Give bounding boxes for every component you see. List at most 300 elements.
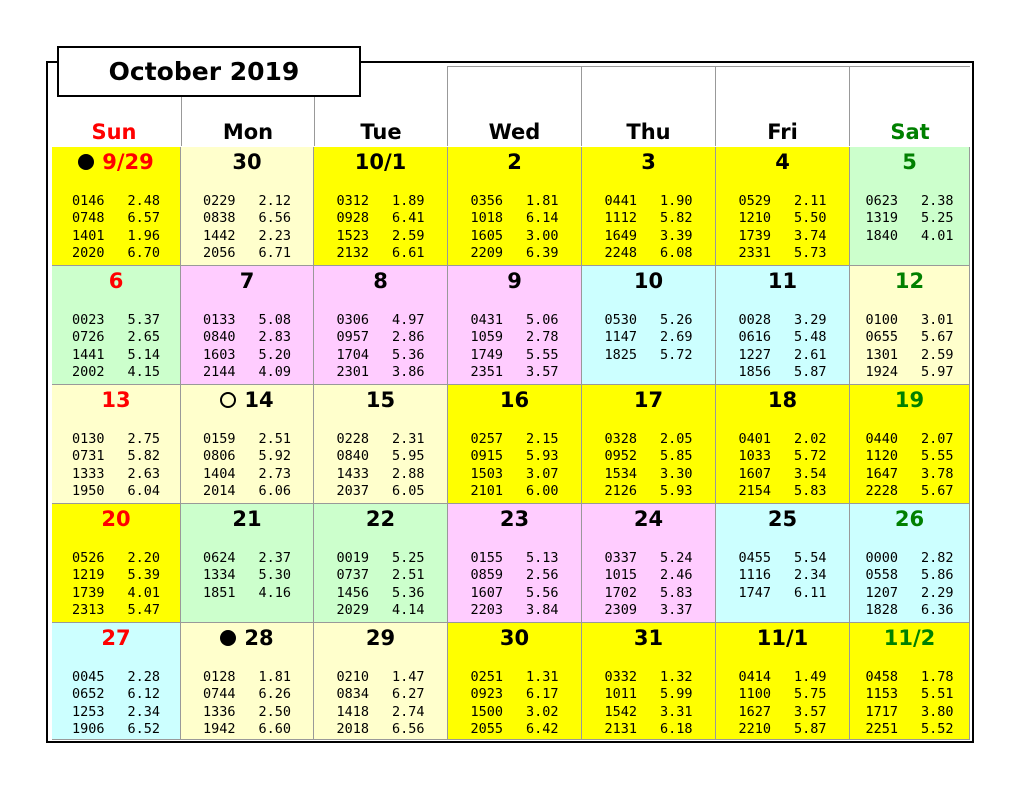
tide-height: 5.47: [127, 601, 160, 618]
tide-row: [716, 567, 849, 584]
tide-time: 1840: [865, 227, 899, 244]
tide-height: 2.34: [127, 703, 160, 720]
tide-time: 2126: [604, 482, 638, 499]
tide-list: [448, 669, 581, 738]
tide-row: [582, 193, 715, 210]
tide-row: [448, 210, 581, 227]
tide-time: 1015: [604, 567, 638, 584]
tide-height: 2.59: [920, 346, 954, 363]
tide-row: [52, 347, 180, 364]
tide-height: 2.37: [258, 550, 291, 566]
day-number: [181, 268, 313, 294]
tide-list: [314, 193, 447, 262]
day-number: [52, 268, 180, 294]
tide-time: 1219: [72, 567, 105, 584]
day-cell: [850, 623, 970, 740]
tide-height: 3.07: [525, 465, 559, 482]
tide-height: 6.08: [659, 244, 693, 261]
tide-height: 2.59: [391, 227, 425, 244]
tide-time: 2132: [336, 244, 370, 261]
tide-row: [582, 483, 715, 500]
tide-height: 3.74: [793, 227, 827, 244]
tide-row: [314, 312, 447, 329]
tide-time: 0840: [203, 329, 236, 346]
day-number: [448, 625, 581, 651]
tide-height: 6.60: [258, 720, 291, 737]
tide-time: 1607: [470, 584, 504, 601]
tide-row: [582, 602, 715, 619]
tide-row: [582, 567, 715, 584]
tide-time: 1924: [865, 363, 899, 380]
tide-height: 2.15: [525, 431, 559, 447]
tide-height: 6.17: [525, 686, 559, 703]
day-label: 17: [633, 388, 664, 412]
tide-height: 3.30: [659, 465, 693, 482]
day-number: [716, 268, 849, 294]
tide-row: [448, 312, 581, 329]
tide-time: 1253: [72, 703, 105, 720]
day-cell: [314, 504, 448, 623]
tide-row: [448, 193, 581, 210]
tide-time: 1153: [865, 686, 899, 703]
tide-time: 0045: [72, 669, 105, 685]
tide-height: 3.84: [525, 601, 559, 618]
tide-time: 0155: [470, 550, 504, 566]
weekday-label: Fri: [767, 120, 798, 144]
tide-row: [314, 329, 447, 346]
tide-height: 2.69: [659, 329, 693, 346]
tide-height: 6.18: [659, 720, 693, 737]
day-label: 21: [232, 507, 262, 531]
tide-height: 3.80: [920, 703, 954, 720]
tide-height: 2.38: [920, 193, 954, 209]
tide-height: 2.82: [920, 550, 954, 566]
tide-list: [582, 193, 715, 262]
tide-height: 6.42: [525, 720, 559, 737]
tide-row: [181, 364, 313, 381]
tide-row: [716, 466, 849, 483]
tide-height: 3.57: [793, 703, 827, 720]
tide-height: 1.96: [127, 227, 160, 244]
day-number: [850, 506, 969, 532]
day-label: 20: [101, 507, 131, 531]
tide-height: 5.55: [920, 448, 954, 465]
tide-row: [314, 364, 447, 381]
tide-time: 1503: [470, 465, 504, 482]
day-cell: [314, 385, 448, 504]
tide-list: [448, 312, 581, 381]
day-cell: [448, 623, 582, 740]
tide-time: 1607: [738, 465, 772, 482]
tide-row: [181, 210, 313, 227]
tide-time: 0744: [203, 686, 236, 703]
day-label: 13: [101, 388, 131, 412]
tide-height: 2.83: [258, 329, 291, 346]
tide-time: 1739: [738, 227, 772, 244]
tide-row: [52, 567, 180, 584]
day-label: 23: [499, 507, 530, 531]
day-cell: [52, 504, 181, 623]
day-number: [582, 149, 715, 175]
day-label: 30: [499, 626, 530, 650]
tide-height: 5.83: [793, 482, 827, 499]
tide-row: [448, 602, 581, 619]
day-label: 9/29: [102, 150, 154, 174]
full-moon-icon: [220, 392, 236, 408]
tide-height: 6.52: [127, 720, 160, 737]
tide-row: [582, 585, 715, 602]
weekday-label: Tue: [360, 120, 402, 144]
tide-row: [716, 210, 849, 227]
tide-height: 1.81: [525, 193, 559, 209]
day-cell: [52, 266, 181, 385]
tide-list: [850, 669, 969, 738]
tide-time: 2228: [865, 482, 899, 499]
day-cell: [448, 385, 582, 504]
tide-height: 2.51: [258, 431, 291, 447]
tide-list: [181, 193, 313, 262]
tide-row: [181, 686, 313, 703]
tide-time: 1401: [72, 227, 105, 244]
tide-height: 3.57: [525, 363, 559, 380]
tide-time: 1319: [865, 210, 899, 227]
tide-row: [448, 431, 581, 448]
month-title-box: [57, 46, 361, 97]
tide-height: 3.02: [525, 703, 559, 720]
tide-height: 6.27: [391, 686, 425, 703]
tide-time: 1542: [604, 703, 638, 720]
tide-list: [448, 550, 581, 619]
tide-height: 2.28: [127, 669, 160, 685]
tide-row: [716, 585, 849, 602]
tide-time: 0529: [738, 193, 772, 209]
tide-row: [181, 347, 313, 364]
tide-time: 0859: [470, 567, 504, 584]
tide-height: 2.51: [391, 567, 425, 584]
tide-row: [181, 483, 313, 500]
tide-height: 4.14: [391, 601, 425, 618]
day-cell: [181, 266, 314, 385]
tide-time: 1649: [604, 227, 638, 244]
tide-height: 5.37: [127, 312, 160, 328]
tide-height: 4.16: [258, 584, 291, 601]
tide-time: 1627: [738, 703, 772, 720]
tide-height: 2.78: [525, 329, 559, 346]
tide-row: [850, 466, 969, 483]
tide-row: [314, 483, 447, 500]
tide-height: 4.01: [920, 227, 954, 244]
day-label: 30: [232, 150, 262, 174]
tide-height: 5.85: [659, 448, 693, 465]
tide-height: 3.86: [391, 363, 425, 380]
tide-row: [181, 245, 313, 262]
tide-row: [448, 567, 581, 584]
tide-time: 0652: [72, 686, 105, 703]
tide-list: [448, 431, 581, 500]
tide-time: 0229: [203, 193, 236, 209]
tide-row: [582, 721, 715, 738]
tide-height: 5.87: [793, 363, 827, 380]
tide-row: [181, 466, 313, 483]
tide-height: 5.95: [391, 448, 425, 465]
tide-list: [314, 312, 447, 381]
tide-row: [448, 686, 581, 703]
tide-time: 0312: [336, 193, 370, 209]
tide-list: [314, 669, 447, 738]
day-number: [448, 149, 581, 175]
day-number: [52, 149, 180, 175]
tide-row: [52, 686, 180, 703]
tide-row: [850, 550, 969, 567]
tide-height: 6.11: [793, 584, 827, 601]
tide-time: 1605: [470, 227, 504, 244]
tide-height: 5.54: [793, 550, 827, 566]
tide-height: 1.90: [659, 193, 693, 209]
tide-time: 1116: [738, 567, 772, 584]
tide-height: 5.13: [525, 550, 559, 566]
tide-height: 1.49: [793, 669, 827, 685]
tide-time: 1942: [203, 720, 236, 737]
tide-list: [181, 431, 313, 500]
calendar-grid: [52, 147, 970, 740]
tide-row: [850, 312, 969, 329]
tide-row: [52, 483, 180, 500]
day-number: [716, 625, 849, 651]
tide-row: [716, 483, 849, 500]
tide-row: [582, 431, 715, 448]
new-moon-icon: [220, 630, 236, 646]
tide-row: [582, 312, 715, 329]
tide-row: [582, 550, 715, 567]
tide-row: [314, 210, 447, 227]
tide-row: [850, 210, 969, 227]
weekday-label: Wed: [488, 120, 541, 144]
tide-row: [314, 704, 447, 721]
tide-time: 0337: [604, 550, 638, 566]
day-label: 14: [244, 388, 274, 412]
tide-height: 2.65: [127, 329, 160, 346]
day-cell: [716, 147, 850, 266]
tide-height: 2.34: [793, 567, 827, 584]
tide-row: [52, 431, 180, 448]
tide-height: 5.30: [258, 567, 291, 584]
day-label: 9: [507, 269, 522, 293]
tide-height: 6.56: [391, 720, 425, 737]
tide-height: 5.36: [391, 584, 425, 601]
tide-height: 2.46: [659, 567, 693, 584]
day-cell: [52, 385, 181, 504]
day-label: 6: [108, 269, 124, 293]
day-cell: [448, 504, 582, 623]
tide-time: 0414: [738, 669, 772, 685]
tide-height: 5.87: [793, 720, 827, 737]
day-cell: [582, 147, 716, 266]
tide-row: [314, 228, 447, 245]
tide-time: 2018: [336, 720, 370, 737]
weekday-header-sat: [849, 66, 970, 146]
day-number: [181, 625, 313, 651]
tide-time: 1828: [865, 601, 899, 618]
tide-row: [314, 721, 447, 738]
tide-height: 5.52: [920, 720, 954, 737]
tide-time: 0526: [72, 550, 105, 566]
tide-height: 6.14: [525, 210, 559, 227]
tide-time: 0257: [470, 431, 504, 447]
tide-time: 0306: [336, 312, 370, 328]
day-number: [582, 625, 715, 651]
weekday-label: Sat: [890, 120, 930, 144]
tide-time: 1227: [738, 346, 772, 363]
tide-time: 0100: [865, 312, 899, 328]
day-cell: [850, 504, 970, 623]
tide-row: [582, 210, 715, 227]
tide-time: 1112: [604, 210, 638, 227]
tide-height: 5.56: [525, 584, 559, 601]
tide-time: 2209: [470, 244, 504, 261]
tide-height: 6.56: [258, 210, 291, 227]
tide-height: 5.48: [793, 329, 827, 346]
day-label: 31: [633, 626, 664, 650]
tide-height: 3.37: [659, 601, 693, 618]
tide-time: 2029: [336, 601, 370, 618]
day-number: [716, 149, 849, 175]
tide-row: [181, 669, 313, 686]
day-number: [716, 387, 849, 413]
tide-height: 6.26: [258, 686, 291, 703]
weekday-header-wed: [447, 66, 581, 146]
tide-row: [314, 602, 447, 619]
tide-row: [181, 550, 313, 567]
tide-height: 3.78: [920, 465, 954, 482]
day-cell: [314, 266, 448, 385]
day-number: [850, 149, 969, 175]
tide-row: [448, 550, 581, 567]
tide-height: 5.36: [391, 346, 425, 363]
tide-list: [181, 550, 313, 602]
tide-row: [52, 228, 180, 245]
tide-time: 0806: [203, 448, 236, 465]
tide-height: 5.25: [391, 550, 425, 566]
day-cell: [850, 266, 970, 385]
tide-height: 2.61: [793, 346, 827, 363]
tide-row: [850, 669, 969, 686]
tide-row: [448, 245, 581, 262]
day-label: 27: [101, 626, 131, 650]
day-label: 25: [767, 507, 798, 531]
tide-height: 2.86: [391, 329, 425, 346]
tide-time: 2014: [203, 482, 236, 499]
day-label: 15: [365, 388, 396, 412]
tide-time: 0332: [604, 669, 638, 685]
day-label: 2: [507, 150, 522, 174]
tide-row: [314, 448, 447, 465]
tide-row: [582, 329, 715, 346]
tide-time: 0928: [336, 210, 370, 227]
tide-row: [52, 312, 180, 329]
tide-row: [52, 245, 180, 262]
day-label: 5: [902, 150, 917, 174]
day-label: 3: [641, 150, 656, 174]
tide-time: 1100: [738, 686, 772, 703]
tide-row: [181, 585, 313, 602]
tide-height: 2.20: [127, 550, 160, 566]
tide-time: 1418: [336, 703, 370, 720]
weekday-label: Sun: [91, 120, 137, 144]
day-label: 22: [365, 507, 396, 531]
day-number: [716, 506, 849, 532]
tide-time: 0431: [470, 312, 504, 328]
tide-time: 1747: [738, 584, 772, 601]
tide-row: [850, 431, 969, 448]
tide-time: 1033: [738, 448, 772, 465]
tide-time: 1647: [865, 465, 899, 482]
day-cell: [448, 266, 582, 385]
tide-time: 0737: [336, 567, 370, 584]
tide-time: 0655: [865, 329, 899, 346]
tide-time: 0915: [470, 448, 504, 465]
day-number: [314, 506, 447, 532]
day-cell: [314, 623, 448, 740]
tide-list: [716, 550, 849, 602]
tide-time: 0838: [203, 210, 236, 227]
tide-time: 1301: [865, 346, 899, 363]
tide-time: 2020: [72, 244, 105, 261]
tide-height: 1.78: [920, 669, 954, 685]
tide-height: 6.71: [258, 244, 291, 261]
tide-row: [52, 550, 180, 567]
day-number: [582, 387, 715, 413]
tide-height: 5.39: [127, 567, 160, 584]
tide-row: [850, 483, 969, 500]
tide-height: 5.14: [127, 346, 160, 363]
tide-height: 2.50: [258, 703, 291, 720]
tide-height: 3.31: [659, 703, 693, 720]
tide-row: [52, 193, 180, 210]
tide-height: 2.05: [659, 431, 693, 447]
tide-list: [850, 193, 969, 245]
tide-list: [582, 669, 715, 738]
tide-height: 6.57: [127, 210, 160, 227]
day-label: 11/2: [883, 626, 936, 650]
tide-height: 5.50: [793, 210, 827, 227]
tide-time: 0440: [865, 431, 899, 447]
day-number: [448, 506, 581, 532]
tide-height: 5.26: [659, 312, 693, 328]
tide-row: [850, 364, 969, 381]
tide-row: [52, 602, 180, 619]
tide-row: [850, 193, 969, 210]
tide-height: 1.32: [659, 669, 693, 685]
tide-list: [850, 550, 969, 619]
tide-height: 2.12: [258, 193, 291, 209]
day-label: 7: [239, 269, 255, 293]
day-cell: [850, 385, 970, 504]
tide-row: [850, 686, 969, 703]
tide-list: [582, 431, 715, 500]
tide-time: 1120: [865, 448, 899, 465]
tide-height: 5.67: [920, 482, 954, 499]
tide-time: 2002: [72, 363, 105, 380]
day-label: 11: [767, 269, 798, 293]
tide-height: 5.25: [920, 210, 954, 227]
tide-time: 1011: [604, 686, 638, 703]
tide-list: [716, 669, 849, 738]
day-label: 4: [775, 150, 790, 174]
tide-time: 0726: [72, 329, 105, 346]
tide-time: 0251: [470, 669, 504, 685]
tide-time: 0028: [738, 312, 772, 328]
tide-row: [582, 245, 715, 262]
